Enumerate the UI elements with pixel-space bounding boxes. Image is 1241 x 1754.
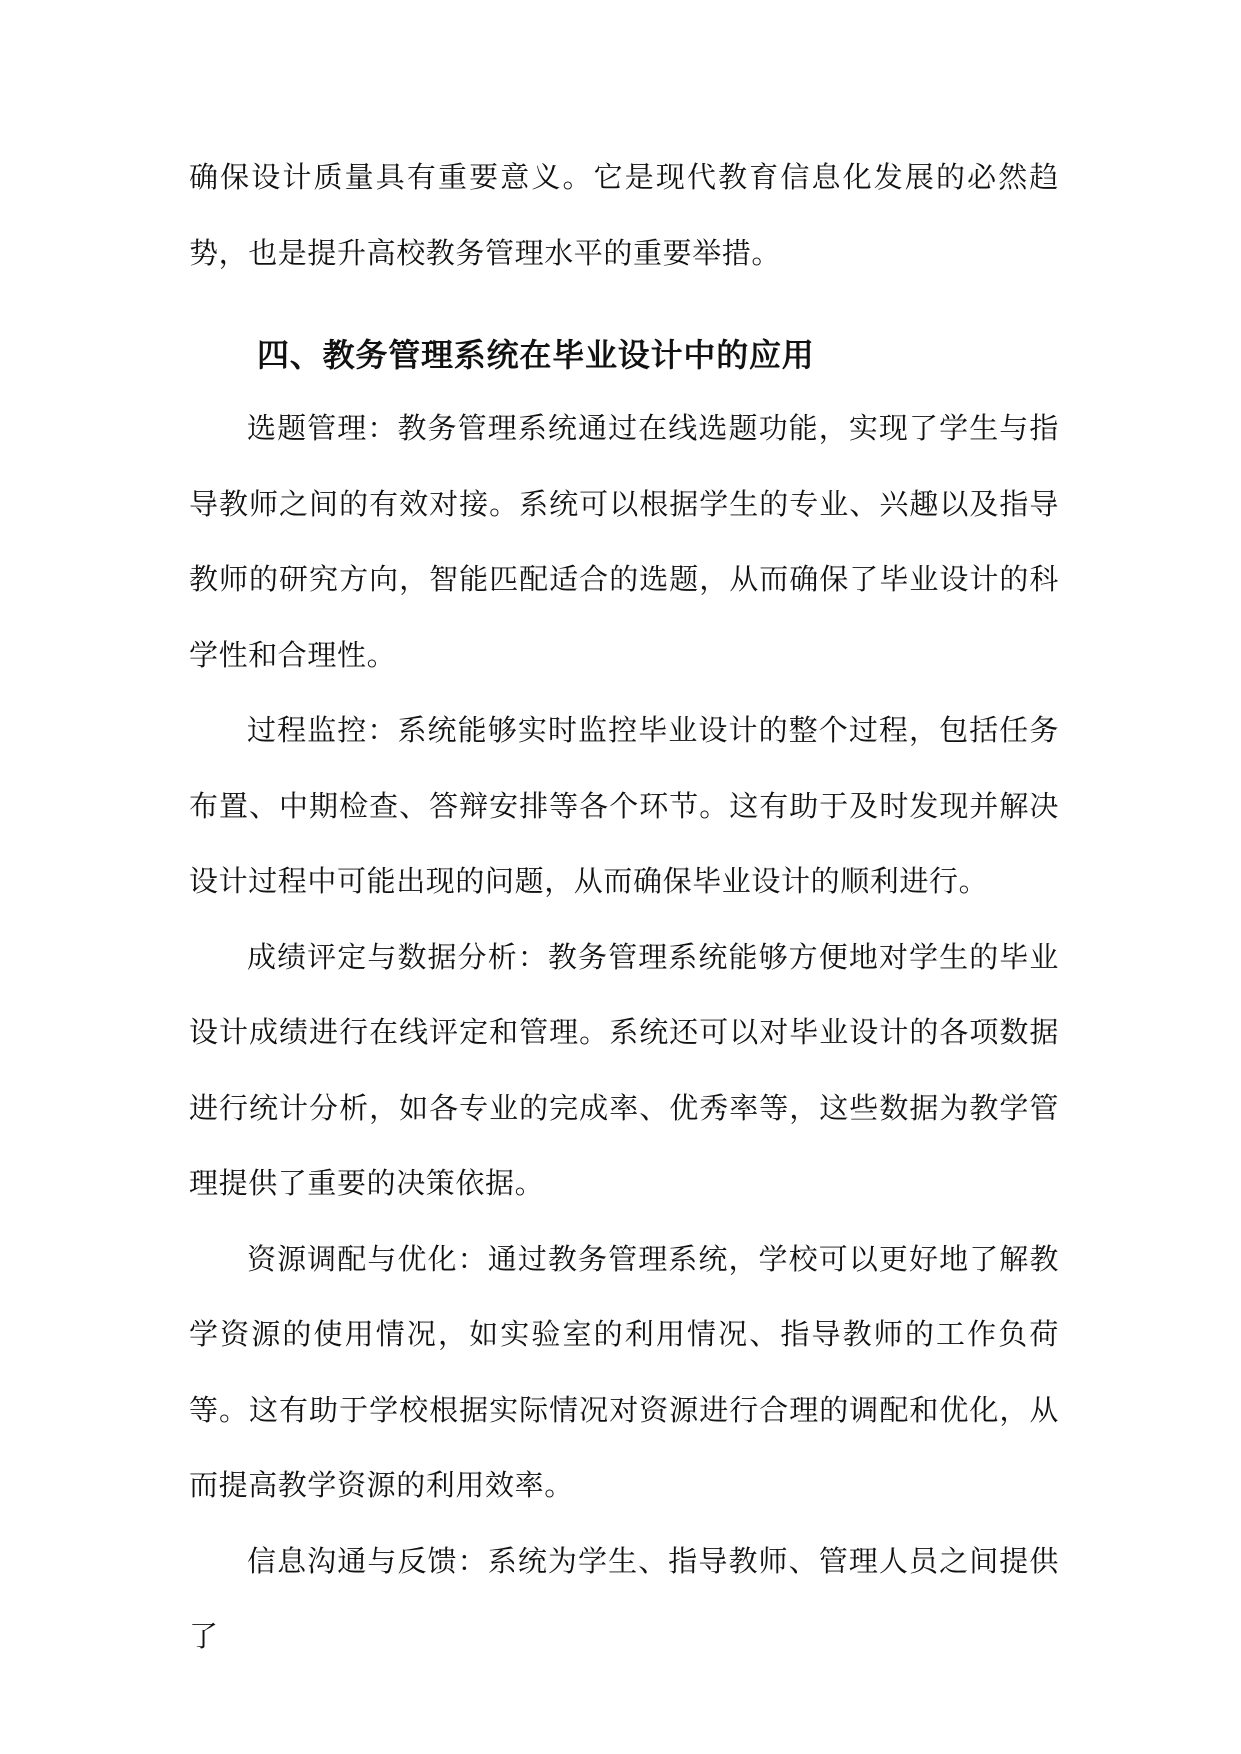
paragraph-lead: 信息沟通与反馈： <box>247 1543 488 1578</box>
paragraph-lead: 选题管理： <box>247 411 398 445</box>
paragraph-resource-allocation <box>189 1222 1059 1524</box>
paragraph-topic-selection <box>189 391 1059 693</box>
paragraph-grading-analysis <box>189 920 1059 1222</box>
section-heading: 四、教务管理系统在毕业设计中的应用 <box>257 336 815 374</box>
paragraph-communication-feedback <box>189 1524 1059 1675</box>
paragraph-lead: 过程监控： <box>247 713 398 747</box>
paragraph-lead: 资源调配与优化： <box>247 1241 488 1276</box>
paragraph-text: 教务管理系统能够方便地对学生的毕业设计成绩进行在线评定和管理。系统还可以对毕业设计的各项数据进行统计分析，如各专业的完成率、优秀率等，这些数据为教学管理提供了重要的决策依据。 <box>189 939 1059 1200</box>
paragraph-process-monitoring <box>189 693 1059 920</box>
paragraph-text: 系统能够实时监控毕业设计的整个过程，包括任务布置、中期检查、答辩安排等各个环节。这有助于及时发现并解决设计过程中可能出现的问题，从而确保毕业设计的顺利进行。 <box>189 713 1059 898</box>
continuation-paragraph: 确保设计质量具有重要意义。它是现代教育信息化发展的必然趋势，也是提升高校教务管理水平的重要举措。 <box>189 160 1059 270</box>
document-body <box>189 140 1059 1675</box>
paragraph-text: 教务管理系统通过在线选题功能，实现了学生与指导教师之间的有效对接。系统可以根据学生的专业、兴趣以及指导教师的研究方向，智能匹配适合的选题，从而确保了毕业设计的科学性和合理性。 <box>189 411 1059 672</box>
paragraph-text: 系统为学生、指导教师、管理人员之间提供了 <box>189 1543 1059 1653</box>
paragraph-text: 通过教务管理系统，学校可以更好地了解教学资源的使用情况，如实验室的利用情况、指导教师的工作负荷等。这有助于学校根据实际情况对资源进行合理的调配和优化，从而提高教学资源的利用效率。 <box>189 1241 1059 1502</box>
paragraph-lead: 成绩评定与数据分析： <box>247 939 548 974</box>
